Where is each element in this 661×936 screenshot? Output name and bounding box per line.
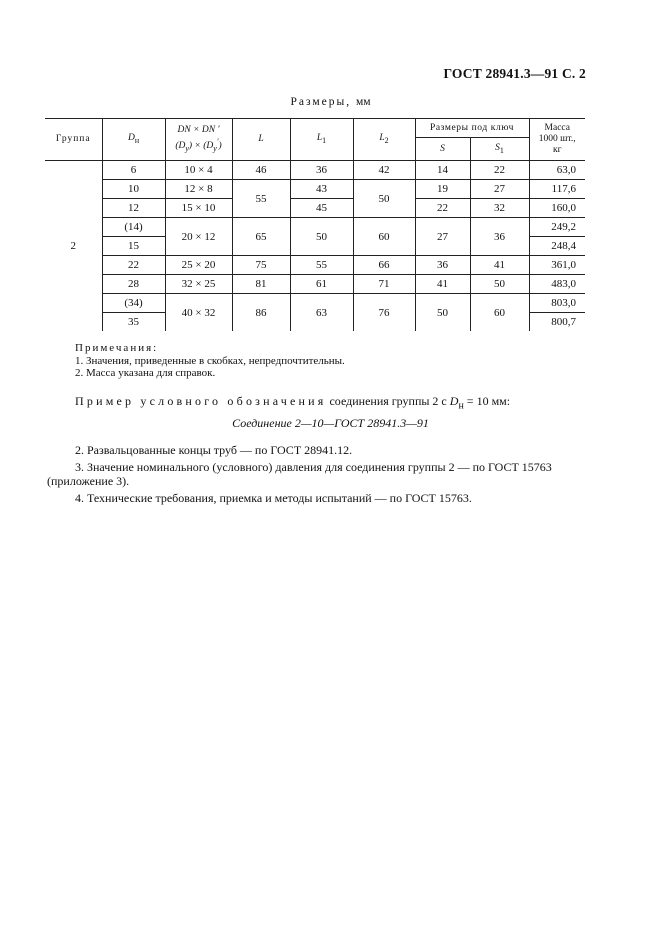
header-dn [102, 119, 165, 161]
cell-l1: 43 [290, 180, 353, 199]
header-dn-x-dn-p2: ) × (D [188, 141, 214, 152]
header-l: L [232, 119, 290, 161]
header-wrench-sizes: Размеры под ключ [415, 119, 529, 138]
table-caption-unit: мм [355, 96, 371, 108]
header-group: Группа [45, 119, 102, 161]
cell-mass: 63,0 [529, 161, 585, 180]
cell-s1: 50 [470, 275, 529, 294]
header-dn-x-dn-p3: ) [218, 141, 222, 152]
cell-l1: 36 [290, 161, 353, 180]
header-s1-letter: S [495, 142, 500, 153]
paragraph: 4. Технические требования, приемка и методы испытаний — по ГОСТ 15763. [75, 491, 472, 505]
cell-l2: 66 [353, 256, 415, 275]
example-variable-sub: н [458, 400, 464, 412]
cell-dn: (14) [102, 218, 165, 237]
cell-dnxdn: 10 × 4 [165, 161, 232, 180]
example-text: соединения группы 2 с [326, 394, 450, 408]
cell-l: 46 [232, 161, 290, 180]
cell-l2: 50 [353, 180, 415, 218]
cell-dn: 22 [102, 256, 165, 275]
designation-formula: Соединение 2—10—ГОСТ 28941.3—91 [232, 416, 429, 430]
dimensions-table [45, 118, 585, 331]
header-dn-x-dn [165, 119, 232, 161]
cell-dn: 10 [102, 180, 165, 199]
cell-l1: 55 [290, 256, 353, 275]
table-row [45, 218, 585, 237]
header-mass-line2: 1000 шт., [538, 134, 576, 144]
notes-title: Примечания: [75, 342, 159, 354]
header-l1 [290, 119, 353, 161]
cell-l: 86 [232, 294, 290, 332]
cell-dn: 28 [102, 275, 165, 294]
cell-l: 65 [232, 218, 290, 256]
cell-mass: 248,4 [529, 237, 585, 256]
cell-l1: 45 [290, 199, 353, 218]
cell-l2: 60 [353, 218, 415, 256]
cell-dn: 12 [102, 199, 165, 218]
cell-l2: 71 [353, 275, 415, 294]
cell-mass: 803,0 [529, 294, 585, 313]
cell-dnxdn: 12 × 8 [165, 180, 232, 199]
example-spaced-label: Пример условного обозначения [75, 394, 327, 408]
cell-s1: 60 [470, 294, 529, 332]
example-value: = 10 мм: [463, 394, 511, 408]
table-caption-label: Размеры, [290, 96, 352, 108]
header-dn-x-dn-line1: DN × DN ' [177, 124, 220, 135]
header-l2-letter: L [379, 133, 385, 144]
header-dn-x-dn-sup: ' [216, 136, 219, 146]
cell-mass: 249,2 [529, 218, 585, 237]
notes [75, 342, 345, 380]
header-dn-x-dn-p1: (D [175, 141, 186, 152]
header-l2 [353, 119, 415, 161]
header-dn-x-dn-sub2: y [213, 144, 217, 154]
table-row [45, 180, 585, 199]
cell-s1: 36 [470, 218, 529, 256]
cell-dn: (34) [102, 294, 165, 313]
designation-example [75, 394, 510, 411]
table-caption [0, 96, 661, 108]
note-item: 2. Масса указана для справок. [75, 367, 216, 379]
cell-l: 55 [232, 180, 290, 218]
cell-l1: 50 [290, 218, 353, 256]
cell-dnxdn: 20 × 12 [165, 218, 232, 256]
cell-l1: 63 [290, 294, 353, 332]
table-row [45, 275, 585, 294]
table-row [45, 256, 585, 275]
cell-mass: 160,0 [529, 199, 585, 218]
cell-mass: 117,6 [529, 180, 585, 199]
cell-dnxdn: 32 × 25 [165, 275, 232, 294]
header-mass [529, 119, 585, 161]
table-row [45, 161, 585, 180]
cell-s1: 32 [470, 199, 529, 218]
cell-dnxdn: 40 × 32 [165, 294, 232, 332]
cell-s: 14 [415, 161, 470, 180]
page-header: ГОСТ 28941.3—91 С. 2 [443, 66, 586, 81]
cell-dn: 35 [102, 313, 165, 332]
cell-s: 22 [415, 199, 470, 218]
cell-s1: 41 [470, 256, 529, 275]
paragraph: 2. Развальцованные концы труб — по ГОСТ 28941.12. [75, 443, 353, 457]
cell-l2: 42 [353, 161, 415, 180]
paragraph: 3. Значение номинального (условного) давления для соединения группы 2 — по ГОСТ 15763 (приложение 3). [47, 460, 552, 488]
cell-l1: 61 [290, 275, 353, 294]
header-dn-x-dn-sub1: y [185, 144, 189, 154]
cell-s1: 27 [470, 180, 529, 199]
cell-s1: 22 [470, 161, 529, 180]
header-dn-sub: н [134, 135, 140, 145]
header-mass-line3: кг [552, 145, 562, 155]
cell-s: 50 [415, 294, 470, 332]
table-row [45, 294, 585, 313]
cell-dn: 15 [102, 237, 165, 256]
header-mass-line1: Масса [544, 123, 570, 133]
cell-l2: 76 [353, 294, 415, 332]
header-dn-letter: D [127, 133, 135, 144]
example-variable: D [449, 394, 459, 408]
cell-s: 27 [415, 218, 470, 256]
header-l2-sub: 2 [384, 135, 389, 145]
header-dn-x-dn-line2 [166, 136, 232, 154]
cell-mass: 361,0 [529, 256, 585, 275]
cell-group: 2 [45, 161, 102, 332]
header-l1-sub: 1 [322, 135, 327, 145]
note-item: 1. Значения, приведенные в скобках, непредпочтительны. [75, 354, 345, 367]
cell-l: 75 [232, 256, 290, 275]
cell-s: 36 [415, 256, 470, 275]
cell-s: 41 [415, 275, 470, 294]
cell-mass: 800,7 [529, 313, 585, 332]
cell-s: 19 [415, 180, 470, 199]
paragraphs [47, 443, 587, 508]
cell-l: 81 [232, 275, 290, 294]
header-s: S [415, 138, 470, 161]
header-s1 [470, 138, 529, 161]
header-s1-sub: 1 [499, 145, 504, 155]
cell-dnxdn: 25 × 20 [165, 256, 232, 275]
cell-dnxdn: 15 × 10 [165, 199, 232, 218]
header-l1-letter: L [316, 133, 323, 144]
cell-dn: 6 [102, 161, 165, 180]
cell-mass: 483,0 [529, 275, 585, 294]
table-row [45, 199, 585, 218]
